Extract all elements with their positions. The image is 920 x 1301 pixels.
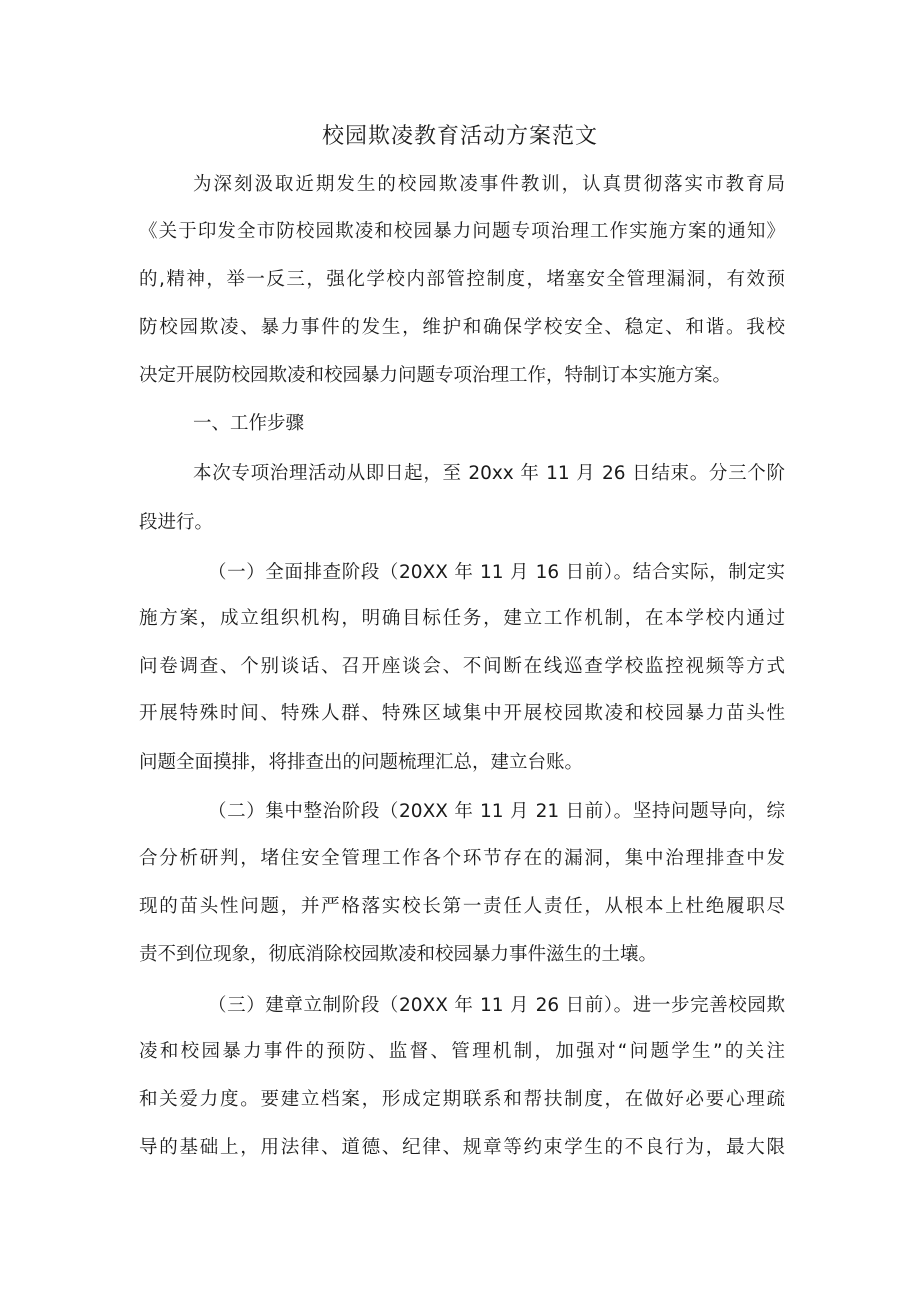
paragraph-line: 为深刻汲取近期发生的校园欺凌事件教训，认真贯彻落实市教育局 (193, 174, 785, 195)
paragraph-line: （二）集中整治阶段（20XX 年 11 月 21 日前）。坚持问题导向，综 (208, 801, 785, 822)
paragraph-line: 合分析研判，堵住安全管理工作各个环节存在的漏洞，集中治理排查中发 (139, 848, 785, 869)
paragraph-line: （三）建章立制阶段（20XX 年 11 月 26 日前）。进一步完善校园欺 (208, 995, 785, 1016)
paragraph-line: 导的基础上，用法律、道德、纪律、规章等约束学生的不良行为，最大限 (139, 1137, 785, 1158)
paragraph-line: 开展特殊时间、特殊人群、特殊区域集中开展校园欺凌和校园暴力苗头性 (139, 703, 785, 724)
paragraph-line: 决定开展防校园欺凌和校园暴力问题专项治理工作，特制订本实施方案。 (139, 365, 732, 386)
document-title: 校园欺凌教育活动方案范文 (321, 124, 598, 149)
paragraph-line: 的,精神，举一反三，强化学校内部管控制度，堵塞安全管理漏洞，有效预 (139, 269, 785, 290)
paragraph-line: （一）全面排查阶段（20XX 年 11 月 16 日前）。结合实际，制定实 (208, 562, 785, 583)
paragraph-line: 和关爱力度。要建立档案，形成定期联系和帮扶制度，在做好必要心理疏 (139, 1089, 785, 1110)
paragraph-line: 现的苗头性问题，并严格落实校长第一责任人责任，从根本上杜绝履职尽 (139, 896, 785, 917)
paragraph-line: 段进行。 (139, 512, 214, 533)
paragraph-line: 问题全面摸排，将排查出的问题梳理汇总，建立台账。 (139, 752, 584, 773)
paragraph-line: 《关于印发全市防校园欺凌和校园暴力问题专项治理工作实施方案的通知》 (139, 221, 785, 242)
paragraph-line: 施方案，成立组织机构，明确目标任务，建立工作机制，在本学校内通过 (139, 608, 785, 629)
paragraph-line: 问卷调查、个别谈话、召开座谈会、不间断在线巡查学校监控视频等方式 (139, 656, 785, 677)
paragraph-line: 凌和校园暴力事件的预防、监督、管理机制，加强对“问题学生”的关注 (139, 1041, 785, 1062)
paragraph-line: 本次专项治理活动从即日起，至 20xx 年 11 月 26 日结束。分三个阶 (193, 463, 785, 484)
paragraph-line: 责不到位现象，彻底消除校园欺凌和校园暴力事件滋生的土壤。 (139, 944, 658, 965)
paragraph-line: 防校园欺凌、暴力事件的发生，维护和确保学校安全、稳定、和谐。我校 (139, 317, 785, 338)
section-heading: 一、工作步骤 (193, 413, 305, 434)
